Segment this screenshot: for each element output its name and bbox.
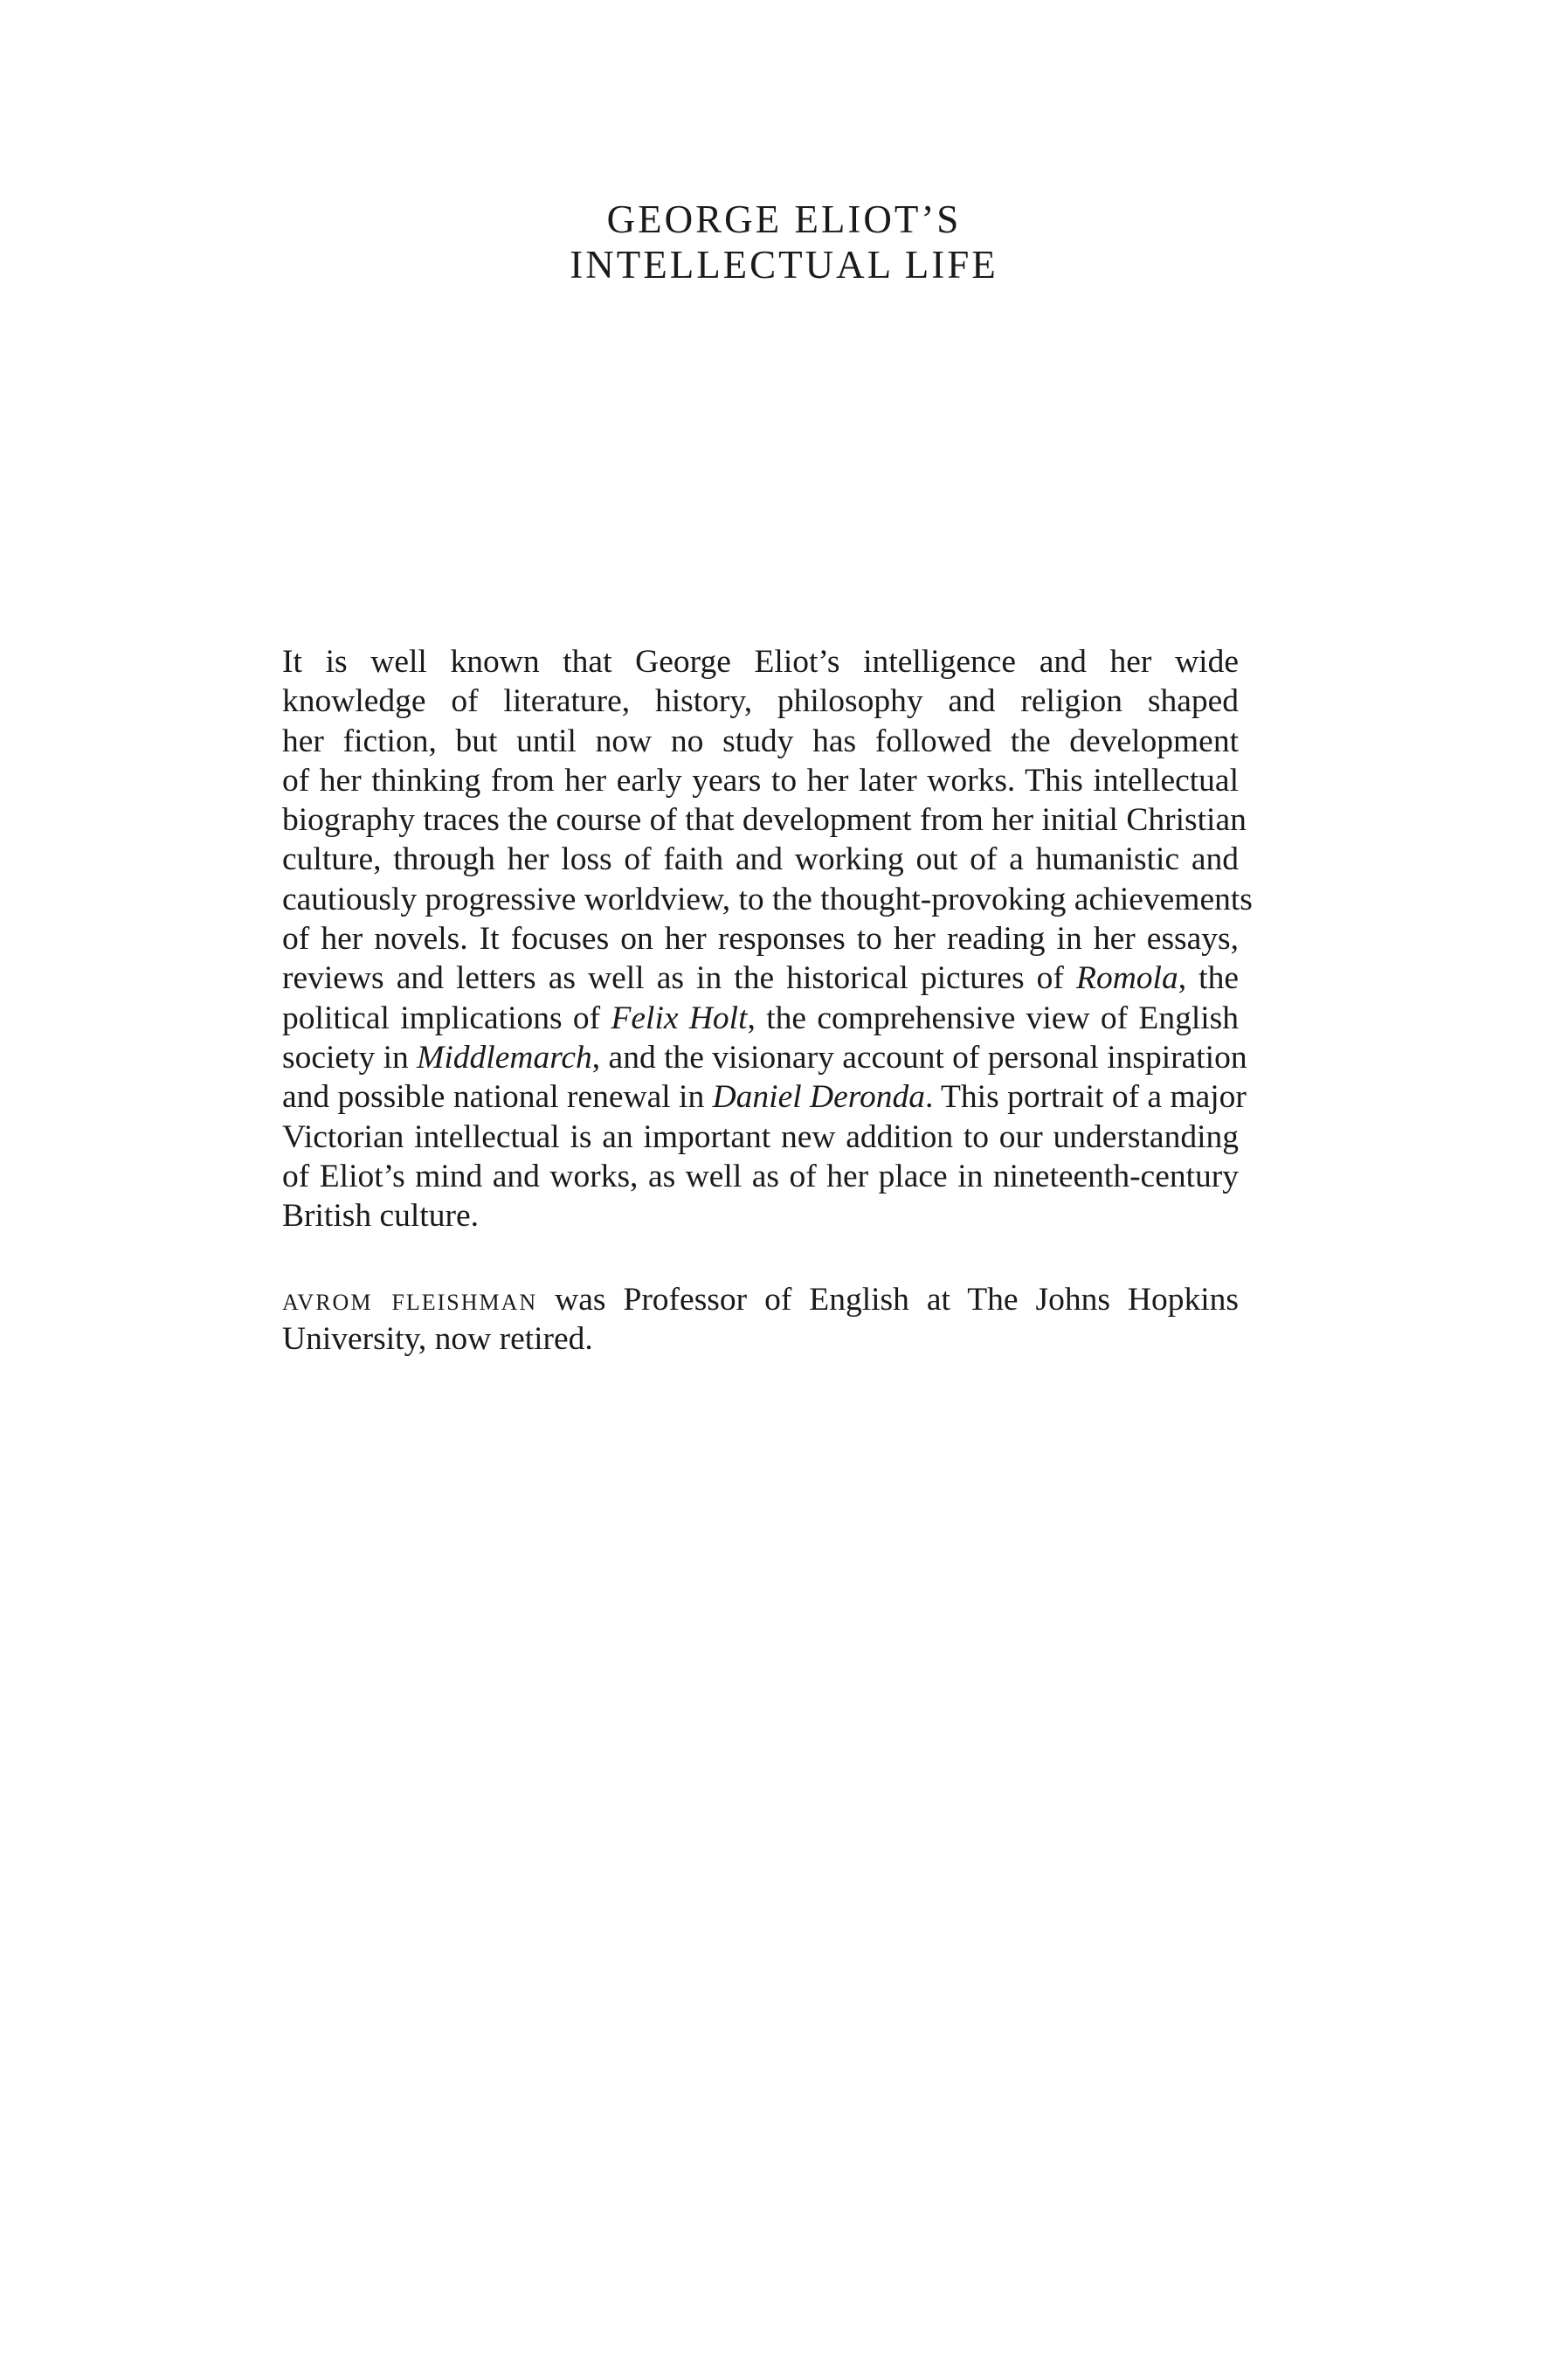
novel-title-felix-holt: Felix Holt bbox=[611, 1000, 748, 1036]
description-line: of her novels. It focuses on her responses to her reading in her essays, bbox=[282, 921, 1239, 958]
book-title bbox=[0, 197, 1568, 287]
description-line: biography traces the course of that development from her initial Christian bbox=[282, 802, 1247, 839]
novel-title-daniel-deronda: Daniel Deronda bbox=[712, 1079, 925, 1116]
author-name: avrom fleishman bbox=[282, 1282, 538, 1318]
description-text: . This portrait of a major bbox=[924, 1079, 1247, 1116]
author-bio bbox=[282, 1280, 1239, 1360]
description-text: , the bbox=[1178, 960, 1239, 997]
author-bio-text: was Professor of English at The Johns Hopkins bbox=[537, 1282, 1239, 1318]
author-bio-line bbox=[282, 1280, 1239, 1319]
description-line: British culture. bbox=[282, 1198, 479, 1235]
description-line: Victorian intellectual is an important new addition to our understanding bbox=[282, 1118, 1239, 1155]
description-text: , the comprehensive view of English bbox=[747, 1000, 1240, 1036]
description-line: culture, through her loss of faith and working out of a humanistic and bbox=[282, 841, 1239, 878]
description-line: her fiction, but until now no study has followed the development bbox=[282, 723, 1239, 759]
description-text: reviews and letters as well as in the historical pictures of bbox=[282, 960, 1077, 997]
description-line: knowledge of literature, history, philosophy and religion shaped bbox=[282, 683, 1239, 720]
book-description bbox=[282, 642, 1253, 1235]
description-line bbox=[282, 1077, 1247, 1117]
author-bio-line: University, now retired. bbox=[282, 1321, 593, 1358]
novel-title-romola: Romola bbox=[1076, 960, 1178, 997]
description-line bbox=[282, 999, 1239, 1038]
description-text: and possible national renewal in bbox=[282, 1079, 713, 1116]
description-line: of her thinking from her early years to her later works. This intellectual bbox=[282, 762, 1239, 799]
description-line: of Eliot’s mind and works, as well as of her place in nineteenth-century bbox=[282, 1158, 1239, 1194]
description-text: political implications of bbox=[282, 1000, 611, 1036]
description-line bbox=[282, 959, 1239, 998]
novel-title-middlemarch: Middlemarch bbox=[417, 1039, 592, 1076]
description-text: society in bbox=[282, 1039, 418, 1076]
description-line: It is well known that George Eliot’s intelligence and her wide bbox=[282, 644, 1239, 680]
description-line bbox=[282, 1038, 1247, 1077]
title-line-2: INTELLECTUAL LIFE bbox=[570, 243, 998, 287]
title-line-1: GEORGE ELIOT’S bbox=[606, 197, 962, 241]
description-text: , and the visionary account of personal inspiration bbox=[591, 1039, 1247, 1076]
description-line: cautiously progressive worldview, to the thought-provoking achievements bbox=[282, 881, 1253, 917]
